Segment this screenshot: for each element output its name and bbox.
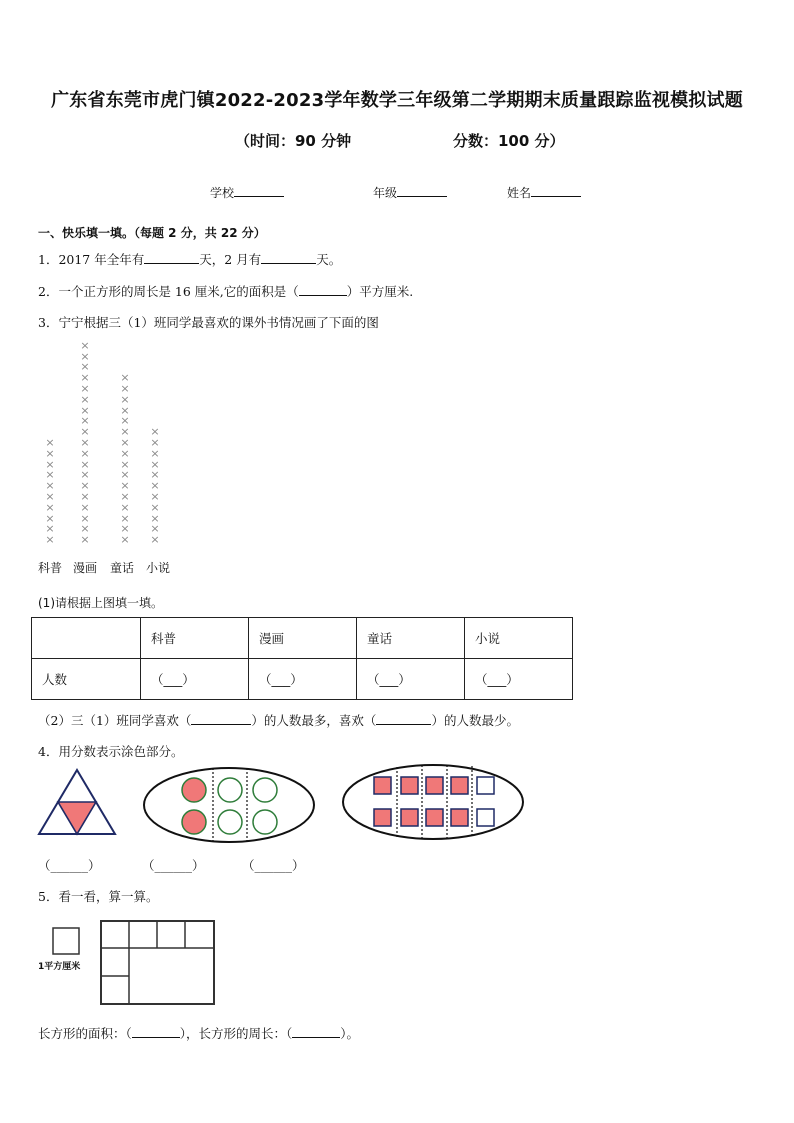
tally-mark: × xyxy=(150,446,160,460)
tally-mark: × xyxy=(120,457,130,471)
tally-mark: × xyxy=(80,457,90,471)
q3-sub2-text-c: ）的人数最少。 xyxy=(431,713,519,728)
q3-sub2 xyxy=(38,711,519,729)
tally-mark: × xyxy=(120,468,130,482)
table-cell-blank[interactable]: （___） xyxy=(357,659,465,700)
exam-title: 广东省东莞市虎门镇2022-2023学年数学三年级第二学期期末质量跟踪监视模拟试题 xyxy=(51,90,743,111)
tally-mark: × xyxy=(120,500,130,514)
tally-mark: × xyxy=(80,349,90,363)
count-table xyxy=(31,617,573,700)
school-label: 学校 xyxy=(210,186,235,200)
q1-blank-days-feb[interactable] xyxy=(261,250,316,264)
q3-blank-most[interactable] xyxy=(191,711,251,725)
tally-mark: × xyxy=(80,489,90,503)
triangle-figure xyxy=(39,770,115,834)
q2-text-b: ）平方厘米. xyxy=(346,284,414,299)
tally-mark: × xyxy=(45,522,55,536)
q1-text-c: 天。 xyxy=(316,252,342,267)
tally-mark: × xyxy=(150,435,160,449)
tally-mark: × xyxy=(150,457,160,471)
q5-text-c: ）。 xyxy=(340,1026,360,1041)
question-3: 3．宁宁根据三（1）班同学最喜欢的课外书情况画了下面的图 xyxy=(38,315,379,330)
table-cell-blank[interactable]: （___） xyxy=(465,659,573,700)
tally-mark: × xyxy=(150,522,160,536)
unit-square xyxy=(53,928,79,954)
name-label: 姓名 xyxy=(507,186,532,200)
tally-mark: × xyxy=(80,435,90,449)
q5-area-blank[interactable] xyxy=(132,1024,180,1038)
tally-column-comics xyxy=(78,338,92,547)
q2-blank[interactable] xyxy=(299,282,347,296)
q5-answer-line xyxy=(38,1024,359,1042)
school-blank[interactable] xyxy=(234,183,284,197)
tally-mark: × xyxy=(120,522,130,536)
name-blank[interactable] xyxy=(531,183,581,197)
tally-mark: × xyxy=(150,489,160,503)
q1-text-b: 天，2 月有 xyxy=(199,252,262,267)
tally-mark: × xyxy=(45,468,55,482)
tally-mark: × xyxy=(80,446,90,460)
tally-mark: × xyxy=(150,425,160,439)
table-cell-blank[interactable]: （___） xyxy=(249,659,357,700)
category-label-comics: 漫画 xyxy=(73,561,98,575)
question-1 xyxy=(38,250,341,268)
tally-mark: × xyxy=(80,371,90,385)
section-heading: 一、快乐填一填。（每题 2 分，共 22 分） xyxy=(38,226,266,240)
rectangle-figure xyxy=(101,921,214,1004)
tally-mark: × xyxy=(45,446,55,460)
table-row xyxy=(32,618,573,659)
tally-mark: × xyxy=(80,392,90,406)
tally-mark: × xyxy=(80,425,90,439)
time-label: （时间：90 分钟 xyxy=(235,132,352,150)
tally-mark: × xyxy=(120,425,130,439)
q2-text-a: 2．一个正方形的周长是 16 厘米,它的面积是（ xyxy=(38,284,299,299)
tally-mark: × xyxy=(80,468,90,482)
tally-mark: × xyxy=(45,500,55,514)
tally-mark: × xyxy=(45,511,55,525)
school-field[interactable] xyxy=(210,183,284,201)
q5-text-b: ），长方形的周长：（ xyxy=(179,1026,293,1041)
tally-mark: × xyxy=(120,381,130,395)
tally-mark: × xyxy=(150,511,160,525)
tally-mark: × xyxy=(80,381,90,395)
tally-mark: × xyxy=(80,479,90,493)
tally-mark: × xyxy=(150,479,160,493)
q3-sub2-text-b: ）的人数最多，喜欢（ xyxy=(251,713,377,728)
tally-mark: × xyxy=(120,446,130,460)
tally-mark: × xyxy=(45,436,55,449)
oval-circles-figure xyxy=(144,768,314,842)
tally-mark: × xyxy=(150,500,160,514)
question-5: 5．看一看，算一算。 xyxy=(38,889,159,904)
tally-mark: × xyxy=(120,511,130,525)
tally-mark: × xyxy=(80,533,90,547)
q4-answer-blank-3[interactable]: （______） xyxy=(242,858,305,873)
tally-mark: × xyxy=(45,457,55,471)
table-corner-cell xyxy=(32,618,141,659)
q5-text-a: 长方形的面积：（ xyxy=(38,1026,132,1041)
grade-blank[interactable] xyxy=(397,183,447,197)
tally-mark: × xyxy=(80,522,90,536)
tally-mark: × xyxy=(80,500,90,514)
tally-column-fairy-tales xyxy=(118,373,132,546)
category-label-novels: 小说 xyxy=(146,561,171,575)
tally-column-novels xyxy=(148,427,162,546)
tally-mark: × xyxy=(45,489,55,503)
table-header-novels: 小说 xyxy=(465,618,573,659)
tally-mark: × xyxy=(80,511,90,525)
q4-answer-blank-2[interactable]: （______） xyxy=(142,858,205,873)
oval-squares-figure xyxy=(343,765,523,839)
tally-column-science xyxy=(43,438,57,546)
tally-mark: × xyxy=(120,533,130,547)
tally-mark: × xyxy=(150,468,160,482)
name-field[interactable] xyxy=(507,183,581,201)
table-cell-blank[interactable]: （___） xyxy=(141,659,249,700)
tally-mark: × xyxy=(150,533,160,547)
q4-figures xyxy=(30,762,540,844)
q3-sub2-text-a: （2）三（1）班同学喜欢（ xyxy=(38,713,192,728)
tally-mark: × xyxy=(80,403,90,417)
tally-mark: × xyxy=(120,414,130,428)
question-2 xyxy=(38,282,413,300)
tally-mark: × xyxy=(120,392,130,406)
category-label-science: 科普 xyxy=(38,561,63,575)
tally-mark: × xyxy=(80,338,90,352)
question-4: 4．用分数表示涂色部分。 xyxy=(38,744,184,759)
score-label: 分数：100 分） xyxy=(453,132,565,150)
grade-label: 年级 xyxy=(373,186,398,200)
tally-mark: × xyxy=(80,414,90,428)
q4-answer-blank-1[interactable]: （______） xyxy=(38,858,101,873)
unit-square-label: 1平方厘米 xyxy=(38,962,81,972)
q1-text-a: 1．2017 年全年有 xyxy=(38,252,145,267)
table-header-comics: 漫画 xyxy=(249,618,357,659)
tally-mark: × xyxy=(120,403,130,417)
tally-mark: × xyxy=(80,360,90,374)
q3-blank-least[interactable] xyxy=(376,711,431,725)
q5-perimeter-blank[interactable] xyxy=(292,1024,340,1038)
table-header-science: 科普 xyxy=(141,618,249,659)
table-row xyxy=(32,659,573,700)
q3-sub1: (1)请根据上图填一填。 xyxy=(38,596,163,610)
tally-mark: × xyxy=(120,371,130,385)
tally-mark: × xyxy=(120,479,130,493)
tally-mark: × xyxy=(120,489,130,503)
tally-mark: × xyxy=(120,435,130,449)
category-label-fairy-tales: 童话 xyxy=(110,561,135,575)
tally-mark: × xyxy=(45,533,55,547)
q1-blank-days-year[interactable] xyxy=(144,250,199,264)
table-row-label: 人数 xyxy=(32,659,141,700)
grade-field[interactable] xyxy=(373,183,447,201)
tally-mark: × xyxy=(45,479,55,493)
table-header-fairy-tales: 童话 xyxy=(357,618,465,659)
